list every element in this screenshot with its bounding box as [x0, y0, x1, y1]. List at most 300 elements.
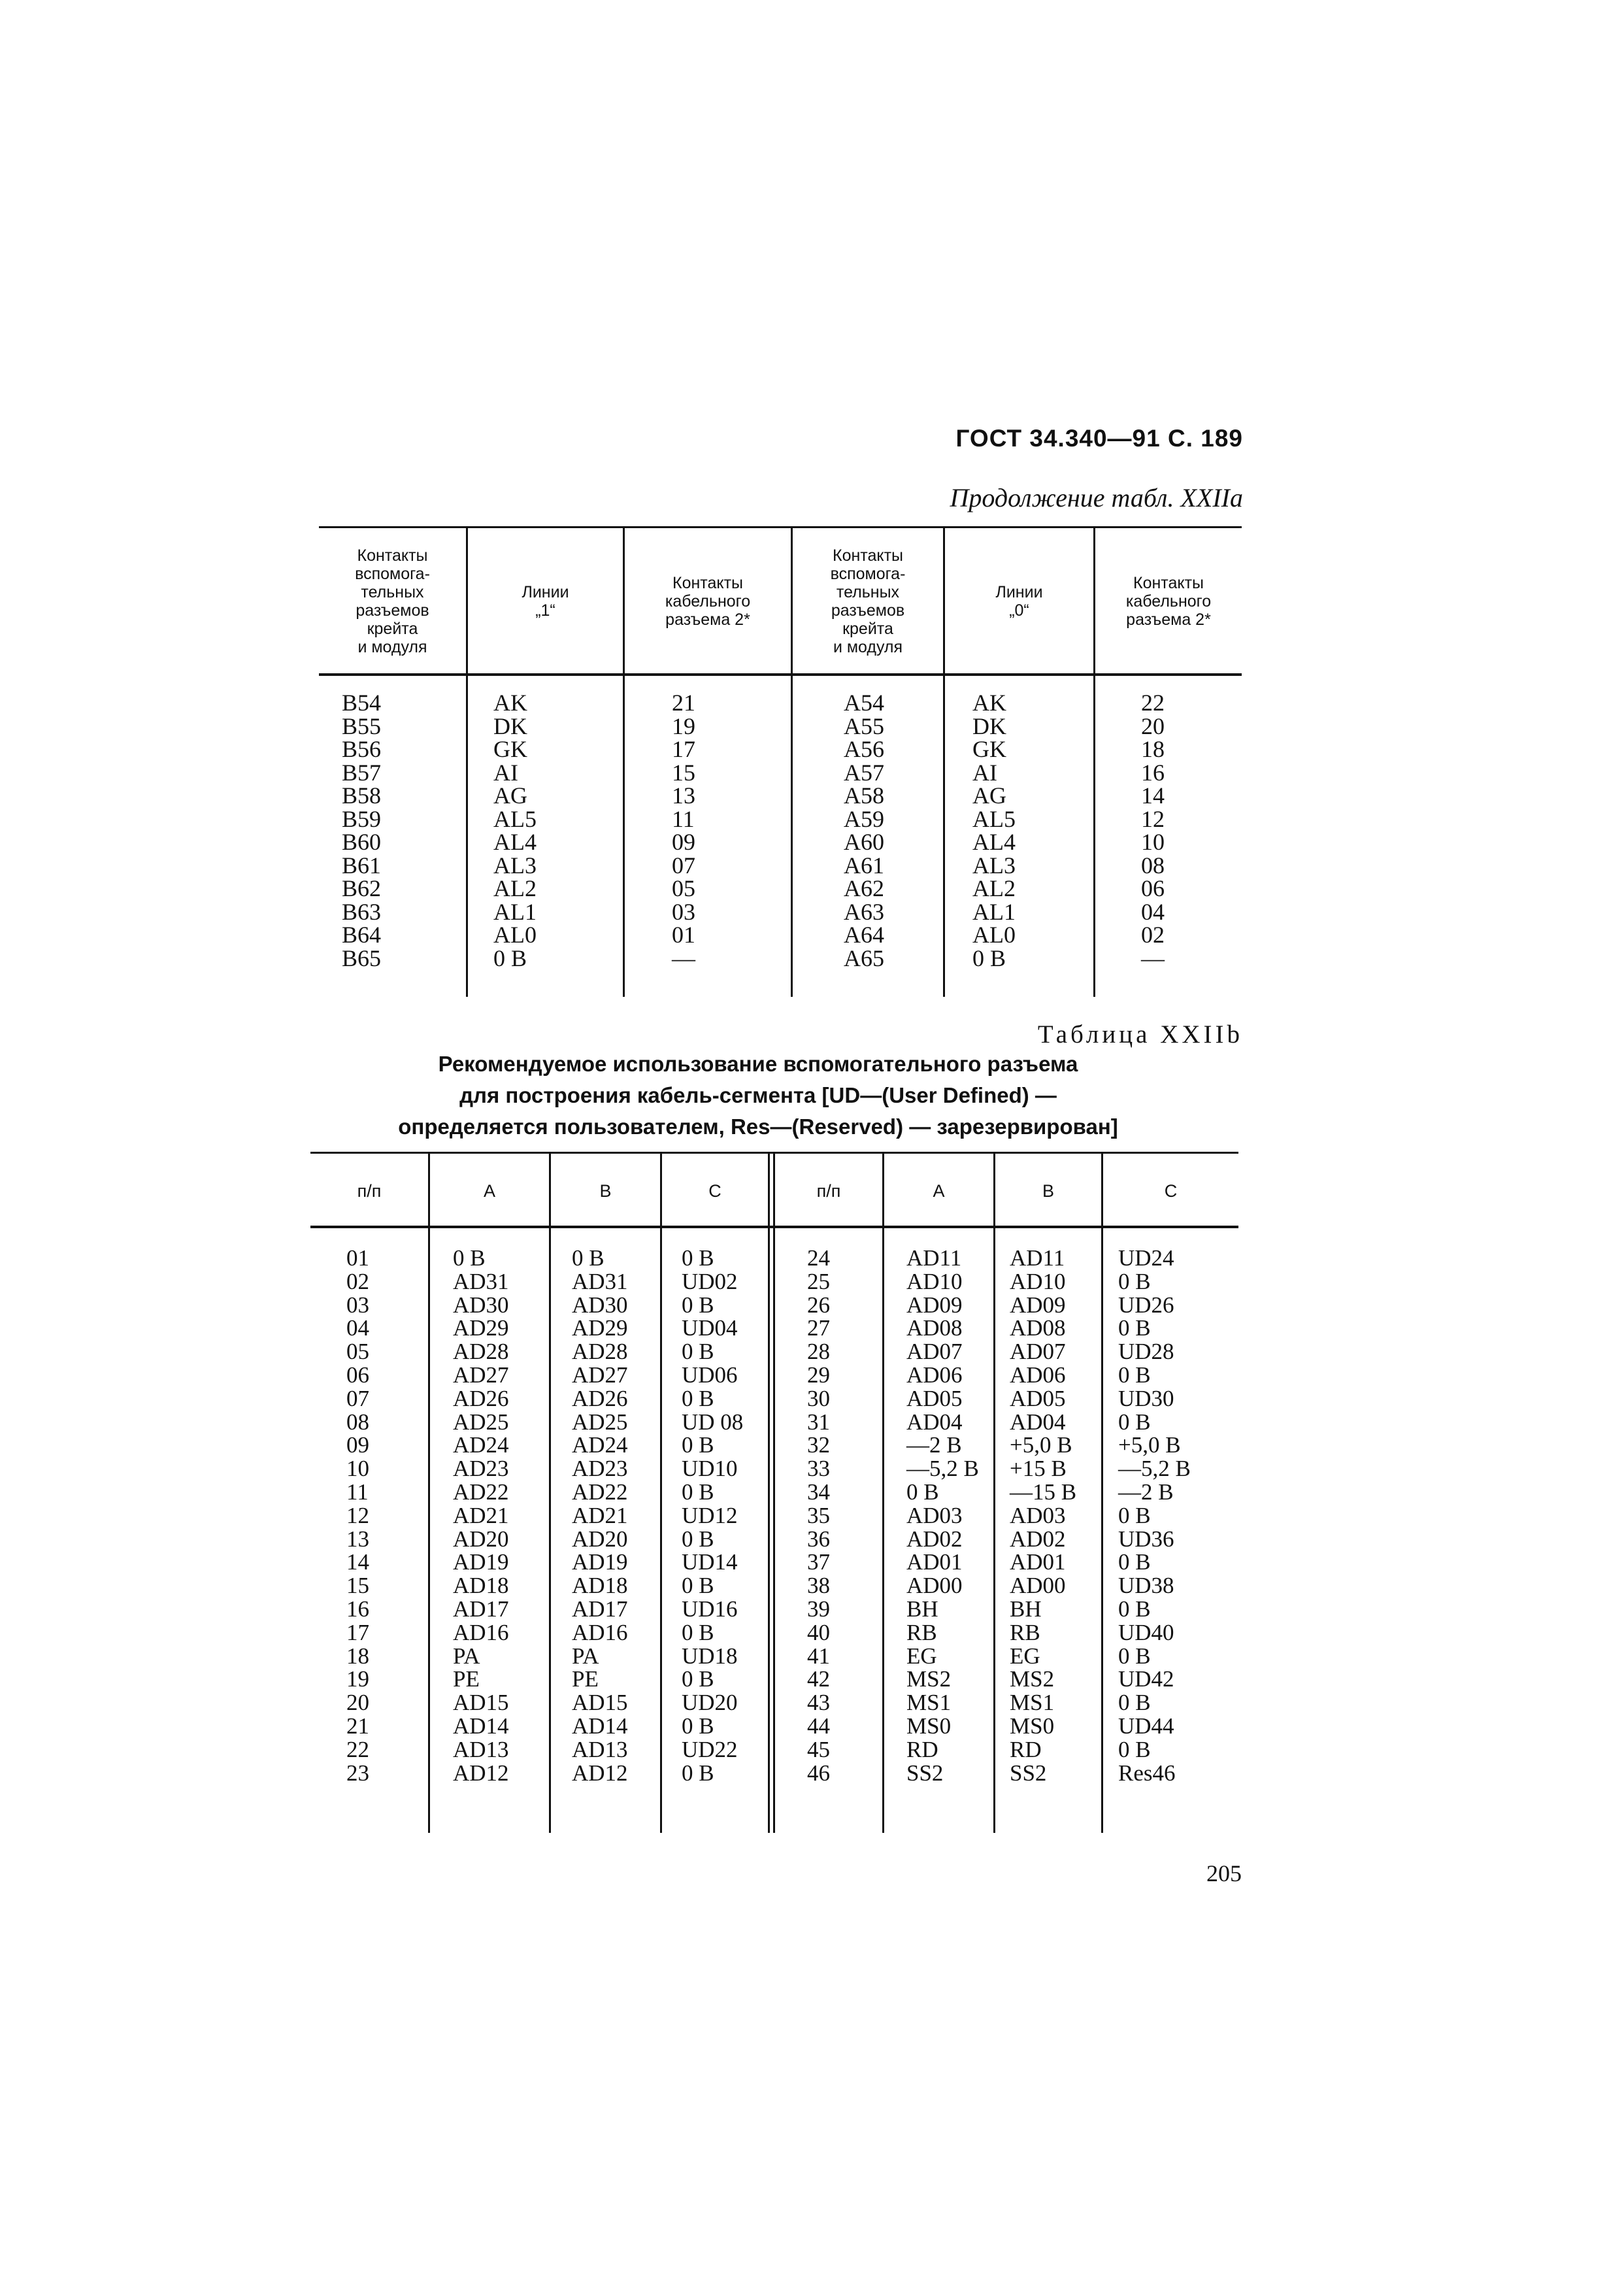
table-cell: 0 B	[1118, 1596, 1151, 1622]
table-cell: B59	[342, 805, 382, 832]
table-cell: AD16	[572, 1619, 628, 1645]
table-cell: 05	[672, 875, 695, 901]
table-cell: AD19	[572, 1549, 628, 1575]
column-header: Контакты вспомога- тельных разъемов крейта и модуля	[355, 546, 430, 656]
table-cell: 0 B	[682, 1385, 714, 1411]
column-divider	[993, 1152, 995, 1833]
table-cell: AD10	[1010, 1268, 1066, 1294]
column-divider	[882, 1152, 884, 1833]
table-column	[1010, 1247, 1076, 1784]
table-cell: 01	[672, 922, 695, 948]
table-cell: 04	[346, 1315, 369, 1341]
table-column	[1141, 692, 1165, 970]
table-cell: AK	[972, 690, 1006, 716]
table-cell: AD26	[453, 1385, 509, 1411]
table-cell: AD19	[453, 1549, 509, 1575]
table-cell: AL4	[493, 829, 537, 855]
table-cell: —5,2 B	[1118, 1456, 1191, 1482]
table-cell: AD25	[572, 1409, 628, 1435]
table-cell: 12	[346, 1502, 369, 1528]
table-cell: 16	[1141, 759, 1165, 786]
table-column	[682, 1247, 743, 1784]
column-divider	[1101, 1152, 1103, 1833]
table-column	[1118, 1247, 1191, 1784]
table-cell: A59	[844, 805, 884, 832]
table-cell: AL3	[493, 852, 537, 879]
table-cell: Res46	[1118, 1760, 1176, 1786]
table-cell: UD14	[682, 1549, 738, 1575]
table-cell: AD10	[906, 1268, 963, 1294]
table-cell: AD11	[1010, 1245, 1065, 1271]
table-cell: AD30	[453, 1292, 509, 1318]
table-cell: UD12	[682, 1502, 738, 1528]
table-cell: AL0	[493, 922, 537, 948]
column-divider	[428, 1152, 430, 1833]
table-cell: UD10	[682, 1456, 738, 1482]
table-cell: 30	[807, 1385, 830, 1411]
table-title-line: для построения кабель-сегмента [UD—(User Defined) —	[459, 1083, 1057, 1107]
table-cell: 28	[807, 1339, 830, 1365]
table-cell: AD18	[572, 1573, 628, 1599]
table-cell: AD00	[906, 1573, 963, 1599]
table-cell: 14	[1141, 782, 1165, 809]
table-cell: AD12	[572, 1760, 628, 1786]
table-cell: UD02	[682, 1268, 738, 1294]
table-cell: A60	[844, 829, 884, 855]
table-cell: 0 B	[1118, 1736, 1151, 1762]
table-cell: —2 B	[1118, 1479, 1174, 1505]
table-cell: AD15	[572, 1690, 628, 1716]
table-cell: UD16	[682, 1596, 738, 1622]
table-cell: AL4	[972, 829, 1016, 855]
table-cell: A58	[844, 782, 884, 809]
table-cell: AD30	[572, 1292, 628, 1318]
table-cell: UD30	[1118, 1385, 1174, 1411]
table-cell: B58	[342, 782, 382, 809]
table-cell: 13	[672, 782, 695, 809]
table-cell: 37	[807, 1549, 830, 1575]
column-header: C	[1164, 1181, 1178, 1201]
table-cell: UD06	[682, 1362, 738, 1388]
column-divider	[768, 1152, 770, 1833]
table-cell: 0 B	[682, 1245, 714, 1271]
table-cell: A57	[844, 759, 884, 786]
table-cell: UD38	[1118, 1573, 1174, 1599]
table-cell: A63	[844, 898, 884, 925]
table-cell: 04	[1141, 898, 1165, 925]
table-cell: 35	[807, 1502, 830, 1528]
column-header: B	[599, 1181, 612, 1201]
table-cell: RB	[906, 1619, 937, 1645]
table-cell: RD	[906, 1736, 938, 1762]
table-cell: 09	[346, 1432, 369, 1458]
table-cell: 07	[346, 1385, 369, 1411]
table-cell: 08	[346, 1409, 369, 1435]
table-cell: 23	[346, 1760, 369, 1786]
table-cell: 0 B	[682, 1666, 714, 1692]
table-cell: 17	[672, 736, 695, 762]
table-cell: AD15	[453, 1690, 509, 1716]
table-cell: AD27	[453, 1362, 509, 1388]
table-cell: +5,0 B	[1118, 1432, 1181, 1458]
table-cell: AD29	[572, 1315, 628, 1341]
table-cell: AL1	[972, 898, 1016, 925]
table-cell: GK	[493, 736, 527, 762]
table-cell: AD24	[453, 1432, 509, 1458]
table-cell: 05	[346, 1339, 369, 1365]
table-cell: MS2	[906, 1666, 952, 1692]
table-cell: EG	[906, 1643, 937, 1669]
table-cell: A65	[844, 945, 884, 971]
table-continuation-caption: Продолжение табл. XXIIa	[950, 483, 1243, 512]
table-xxiib	[310, 1152, 1238, 1838]
table-cell: AD02	[906, 1526, 963, 1552]
table-cell: AD09	[1010, 1292, 1066, 1318]
table-label: Таблица XXIIb	[1037, 1020, 1243, 1048]
table-cell: 13	[346, 1526, 369, 1552]
table-cell: 32	[807, 1432, 830, 1458]
table-cell: 0 B	[906, 1479, 939, 1505]
table-cell: AD01	[1010, 1549, 1066, 1575]
table-cell: 0 B	[1118, 1315, 1151, 1341]
column-header: A	[483, 1181, 495, 1201]
table-cell: +5,0 B	[1010, 1432, 1072, 1458]
table-cell: 0 B	[493, 945, 527, 971]
table-cell: UD28	[1118, 1339, 1174, 1365]
table-cell: 0 B	[1118, 1643, 1151, 1669]
table-cell: 0 B	[1118, 1268, 1151, 1294]
table-cell: UD36	[1118, 1526, 1174, 1552]
table-cell: PE	[572, 1666, 599, 1692]
table-cell: UD22	[682, 1736, 738, 1762]
table-column	[346, 1247, 369, 1784]
table-column	[493, 692, 537, 970]
table-cell: AD12	[453, 1760, 509, 1786]
table-cell: 0 B	[682, 1619, 714, 1645]
page-number: 205	[1206, 1860, 1242, 1886]
table-cell: 20	[1141, 712, 1165, 739]
table-cell: BH	[906, 1596, 938, 1622]
table-cell: MS1	[1010, 1690, 1055, 1716]
table-cell: GK	[972, 736, 1006, 762]
table-cell: 10	[1141, 829, 1165, 855]
table-cell: SS2	[1010, 1760, 1047, 1786]
table-cell: 0 B	[1118, 1690, 1151, 1716]
table-cell: AL2	[493, 875, 537, 901]
column-header: Линии „1“	[522, 582, 569, 620]
table-cell: AD31	[572, 1268, 628, 1294]
table-cell: 21	[672, 690, 695, 716]
table-cell: —2 B	[906, 1432, 962, 1458]
table-cell: 12	[1141, 805, 1165, 832]
table-cell: AD14	[453, 1713, 509, 1739]
table-cell: AD18	[453, 1573, 509, 1599]
table-cell: AD04	[1010, 1409, 1066, 1435]
table-cell: 45	[807, 1736, 830, 1762]
table-cell: 03	[346, 1292, 369, 1318]
table-cell: 06	[1141, 875, 1165, 901]
table-cell: AD23	[572, 1456, 628, 1482]
table-cell: AD22	[572, 1479, 628, 1505]
table-cell: RB	[1010, 1619, 1040, 1645]
table-cell: AD20	[572, 1526, 628, 1552]
table-cell: AD13	[572, 1736, 628, 1762]
table-cell: 29	[807, 1362, 830, 1388]
table-cell: AD11	[906, 1245, 962, 1271]
table-cell: 02	[1141, 922, 1165, 948]
table-cell: 0 B	[1118, 1362, 1151, 1388]
table-cell: 0 B	[972, 945, 1006, 971]
table-cell: 22	[1141, 690, 1165, 716]
table-top-rule	[319, 526, 1242, 528]
table-cell: 31	[807, 1409, 830, 1435]
table-cell: DK	[493, 712, 527, 739]
table-cell: AD24	[572, 1432, 628, 1458]
table-cell: AD28	[572, 1339, 628, 1365]
table-cell: 39	[807, 1596, 830, 1622]
table-cell: 22	[346, 1736, 369, 1762]
table-cell: 18	[1141, 736, 1165, 762]
table-cell: AD14	[572, 1713, 628, 1739]
page-header: ГОСТ 34.340—91 С. 189	[955, 425, 1243, 452]
table-cell: 06	[346, 1362, 369, 1388]
table-cell: AI	[972, 759, 997, 786]
table-cell: 21	[346, 1713, 369, 1739]
table-cell: 18	[346, 1643, 369, 1669]
table-cell: AD09	[906, 1292, 963, 1318]
table-cell: MS1	[906, 1690, 952, 1716]
table-cell: 0 B	[682, 1432, 714, 1458]
table-cell: AD08	[906, 1315, 963, 1341]
column-header: Контакты кабельного разъема 2*	[665, 573, 751, 629]
table-cell: 08	[1141, 852, 1165, 879]
table-cell: 15	[346, 1573, 369, 1599]
table-cell: 14	[346, 1549, 369, 1575]
table-cell: 20	[346, 1690, 369, 1716]
table-column	[807, 1247, 830, 1784]
table-cell: AD31	[453, 1268, 509, 1294]
table-cell: 43	[807, 1690, 830, 1716]
table-cell: +15 B	[1010, 1456, 1067, 1482]
table-cell: A54	[844, 690, 884, 716]
table-cell: AD07	[1010, 1339, 1066, 1365]
table-column	[844, 692, 884, 970]
table-cell: 0 B	[682, 1760, 714, 1786]
table-cell: 27	[807, 1315, 830, 1341]
table-cell: AD13	[453, 1736, 509, 1762]
column-header: п/п	[357, 1181, 382, 1201]
table-title-line: определяется пользователем, Res—(Reserved) — зарезервирован]	[398, 1114, 1118, 1139]
table-cell: B62	[342, 875, 382, 901]
table-cell: AD05	[906, 1385, 963, 1411]
table-cell: AL3	[972, 852, 1016, 879]
table-cell: A64	[844, 922, 884, 948]
table-cell: AD04	[906, 1409, 963, 1435]
table-cell: AD22	[453, 1479, 509, 1505]
table-cell: UD18	[682, 1643, 738, 1669]
table-xxiia	[319, 526, 1242, 1000]
table-title-line: Рекомендуемое использование вспомогательного разъема	[438, 1052, 1078, 1076]
table-cell: UD 08	[682, 1409, 744, 1435]
table-cell: AL5	[972, 805, 1016, 832]
table-cell: B54	[342, 690, 382, 716]
table-cell: 0 B	[682, 1479, 714, 1505]
table-cell: UD42	[1118, 1666, 1174, 1692]
table-cell: A56	[844, 736, 884, 762]
table-cell: AD01	[906, 1549, 963, 1575]
table-cell: 11	[346, 1479, 369, 1505]
table-cell: 46	[807, 1760, 830, 1786]
table-cell: AD05	[1010, 1385, 1066, 1411]
table-column	[972, 692, 1016, 970]
table-cell: —5,2 B	[906, 1456, 979, 1482]
column-header: C	[708, 1181, 721, 1201]
table-cell: PA	[453, 1643, 480, 1669]
table-cell: 19	[672, 712, 695, 739]
table-cell: AG	[493, 782, 527, 809]
table-cell: 0 B	[682, 1713, 714, 1739]
table-cell: 0 B	[682, 1526, 714, 1552]
table-column	[906, 1247, 979, 1784]
table-cell: MS0	[1010, 1713, 1055, 1739]
table-cell: 25	[807, 1268, 830, 1294]
table-cell: UD20	[682, 1690, 738, 1716]
table-cell: AD08	[1010, 1315, 1066, 1341]
table-cell: AL5	[493, 805, 537, 832]
table-cell: 09	[672, 829, 695, 855]
table-cell: UD04	[682, 1315, 738, 1341]
table-cell: B57	[342, 759, 382, 786]
table-cell: PA	[572, 1643, 599, 1669]
table-cell: 17	[346, 1619, 369, 1645]
table-cell: 0 B	[1118, 1502, 1151, 1528]
table-column	[342, 692, 381, 970]
table-cell: 0 B	[682, 1573, 714, 1599]
table-cell: AD00	[1010, 1573, 1066, 1599]
table-cell: DK	[972, 712, 1006, 739]
table-title	[366, 1048, 1150, 1143]
table-cell: 0 B	[682, 1339, 714, 1365]
table-cell: 38	[807, 1573, 830, 1599]
table-cell: AD07	[906, 1339, 963, 1365]
table-cell: 26	[807, 1292, 830, 1318]
table-cell: 24	[807, 1245, 830, 1271]
table-cell: 07	[672, 852, 695, 879]
table-cell: AD21	[572, 1502, 628, 1528]
table-cell: AD27	[572, 1362, 628, 1388]
column-header: Контакты кабельного разъема 2*	[1125, 573, 1212, 629]
column-header: B	[1042, 1181, 1054, 1201]
table-cell: B60	[342, 829, 382, 855]
table-cell: 03	[672, 898, 695, 925]
table-cell: B56	[342, 736, 382, 762]
table-cell: B65	[342, 945, 382, 971]
table-cell: AD16	[453, 1619, 509, 1645]
table-cell: 44	[807, 1713, 830, 1739]
table-cell: 36	[807, 1526, 830, 1552]
table-cell: PE	[453, 1666, 480, 1692]
table-cell: AD02	[1010, 1526, 1066, 1552]
column-divider	[773, 1152, 775, 1833]
table-cell: AD23	[453, 1456, 509, 1482]
table-cell: MS2	[1010, 1666, 1055, 1692]
table-cell: 10	[346, 1456, 369, 1482]
column-header: п/п	[816, 1181, 841, 1201]
table-cell: 41	[807, 1643, 830, 1669]
table-cell: B55	[342, 712, 382, 739]
table-cell: AG	[972, 782, 1006, 809]
table-cell: —15 B	[1010, 1479, 1077, 1505]
table-cell: UD26	[1118, 1292, 1174, 1318]
table-cell: 42	[807, 1666, 830, 1692]
table-cell: UD40	[1118, 1619, 1174, 1645]
column-header: A	[933, 1181, 945, 1201]
table-cell: UD24	[1118, 1245, 1174, 1271]
column-header: Контакты вспомога- тельных разъемов крейта и модуля	[830, 546, 906, 656]
table-cell: AL2	[972, 875, 1016, 901]
table-cell: BH	[1010, 1596, 1042, 1622]
table-cell: SS2	[906, 1760, 944, 1786]
table-cell: 02	[346, 1268, 369, 1294]
column-divider	[660, 1152, 662, 1833]
table-cell: 19	[346, 1666, 369, 1692]
table-cell: 33	[807, 1456, 830, 1482]
table-cell: AD20	[453, 1526, 509, 1552]
table-cell: —	[1141, 945, 1165, 971]
table-cell: 0 B	[572, 1245, 605, 1271]
table-cell: B61	[342, 852, 382, 879]
table-cell: B64	[342, 922, 382, 948]
table-cell: AD17	[453, 1596, 509, 1622]
table-cell: RD	[1010, 1736, 1042, 1762]
table-cell: AL0	[972, 922, 1016, 948]
table-cell: 16	[346, 1596, 369, 1622]
table-column	[572, 1247, 628, 1784]
table-cell: AD29	[453, 1315, 509, 1341]
table-cell: A55	[844, 712, 884, 739]
table-cell: AD28	[453, 1339, 509, 1365]
column-header: Линии „0“	[995, 582, 1043, 620]
table-cell: AK	[493, 690, 527, 716]
table-column	[672, 692, 695, 970]
table-header-rule	[319, 673, 1242, 676]
table-cell: AD06	[1010, 1362, 1066, 1388]
table-cell: 34	[807, 1479, 830, 1505]
table-cell: AI	[493, 759, 518, 786]
table-cell: AL1	[493, 898, 537, 925]
column-divider	[549, 1152, 551, 1833]
table-cell: 40	[807, 1619, 830, 1645]
table-cell: 0 B	[1118, 1409, 1151, 1435]
table-cell: AD21	[453, 1502, 509, 1528]
table-cell: AD06	[906, 1362, 963, 1388]
table-column	[453, 1247, 509, 1784]
table-cell: 15	[672, 759, 695, 786]
table-cell: 11	[672, 805, 695, 832]
table-cell: B63	[342, 898, 382, 925]
table-cell: EG	[1010, 1643, 1040, 1669]
table-cell: AD26	[572, 1385, 628, 1411]
table-cell: AD03	[906, 1502, 963, 1528]
table-cell: AD25	[453, 1409, 509, 1435]
table-cell: 0 B	[453, 1245, 486, 1271]
table-cell: 01	[346, 1245, 369, 1271]
table-cell: 0 B	[682, 1292, 714, 1318]
table-cell: AD03	[1010, 1502, 1066, 1528]
table-cell: MS0	[906, 1713, 952, 1739]
table-cell: UD44	[1118, 1713, 1174, 1739]
table-cell: AD17	[572, 1596, 628, 1622]
